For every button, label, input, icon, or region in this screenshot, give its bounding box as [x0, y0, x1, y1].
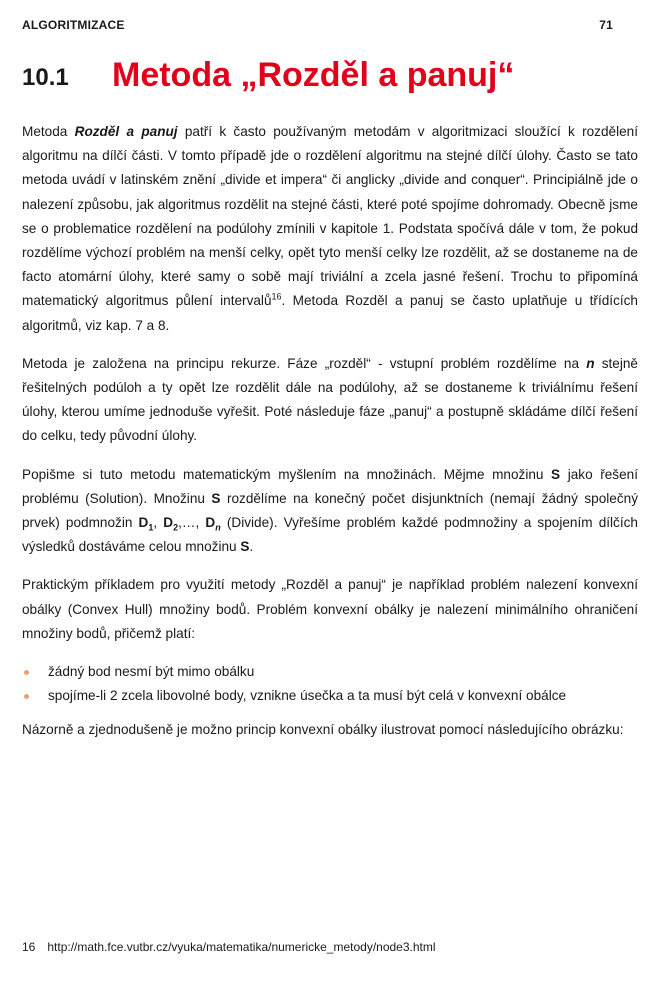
list-item [22, 684, 638, 708]
bullet-icon [24, 694, 29, 699]
list-item-text: žádný bod nesmí být mimo obálku [48, 664, 255, 680]
paragraph-text: jako řešení problému (Solution). Množinu [22, 466, 638, 506]
variable-n: n [586, 355, 595, 371]
paragraph-text: . [249, 539, 254, 555]
paragraph-text: (Divide). Vyřešíme problém každé podmnožiny a spojením dílčích výsledků dostáváme celou množinu [22, 515, 638, 555]
footnote-reference[interactable]: 16 [271, 291, 282, 302]
section-name: ALGORITMIZACE [22, 18, 125, 32]
footnote [22, 940, 436, 954]
bullet-icon [24, 670, 29, 675]
paragraph-4: Praktickým příkladem pro využití metody „Rozděl a panuj“ je například problém nalezení konvexní obálky (Convex Hull) množiny bodů. Problém konvexní obálky je nalezení minimálního ohraničení množiny bodů, přičemž platí: [22, 577, 638, 641]
subset-dn: D [205, 515, 216, 531]
paragraph-1 [22, 120, 638, 338]
page-number: 71 [599, 18, 613, 32]
bullet-list [22, 660, 638, 708]
paragraph-text: patří k často používaným metodám v algoritmizaci sloužící k rozdělení algoritmu na dílčí části. V tomto případě jde o rozdělení algoritmu na stejné dílčí úlohy. Často se tato metoda uvádí v latinském znění „divide et impera“ či anglicky „divide and conquer“. Principiálně jde o nalezení způsobu, jak algoritmus rozdělit na stejné části, které poté spojíme dohromady. Obecně jsme se o problematice rozdělení na podúlohy zmínili v kapitole 1. Podstata spočívá dále v tom, že pokud rozdělíme výchozí problém na menší celky, opět tyto menší celky lze rozdělit, až se dostaneme na de facto atomární úlohy, které samy o sobě mají triviální a zcela jasné řešení. Trochu to připomíná matematický algoritmus půlení intervalů [22, 124, 639, 309]
subset-d2: D [163, 515, 174, 531]
body-text [22, 120, 638, 757]
footnote-link[interactable]: http://math.fce.vutbr.cz/vyuka/matematika/numericke_metody/node3.html [47, 940, 436, 954]
set-s: S [551, 466, 561, 482]
subscript: n [215, 522, 221, 533]
separator: ,…, [178, 515, 206, 531]
paragraph-text: stejně řešitelných podúloh a ty opět lze rozdělit dále na podúlohy, až se dostaneme k triviálnímu řešení úlohy, kterou umíme jednoduše vyřešit. Poté následuje fáze „panuj“ a postupně skládáme dílčí řešení do celku, tedy původní úlohy. [22, 355, 638, 444]
subscript: 2 [173, 522, 179, 533]
set-s: S [211, 490, 221, 506]
footnote-number: 16 [22, 940, 36, 954]
paragraph-3 [22, 463, 638, 560]
method-term: Rozděl a panuj [74, 124, 178, 139]
paragraph-text: Metoda je založena na principu rekurze. Fáze „rozděl“ - vstupní problém rozdělíme na [22, 355, 587, 371]
paragraph-5: Názorně a zjednodušeně je možno princip konvexní obálky ilustrovat pomocí následujícího obrázku: [22, 722, 624, 738]
paragraph-text: . Metoda Rozděl a panuj se často uplatňuje u třídících algoritmů, viz kap. 7 a 8. [22, 293, 638, 333]
subset-d1: D [138, 515, 149, 531]
set-s: S [240, 539, 250, 555]
chapter-number: 10.1 [22, 64, 69, 91]
chapter-title: Metoda „Rozděl a panuj“ [112, 56, 515, 94]
running-header [22, 18, 613, 34]
chapter-heading [22, 56, 632, 100]
list-item [22, 660, 638, 684]
paragraph-text: Metoda [22, 124, 75, 139]
paragraph-text: rozdělíme na konečný počet disjunktních (nemají žádný společný prvek) podmnožin [22, 490, 638, 531]
separator: , [153, 515, 164, 531]
paragraph-text: Popišme si tuto metodu matematickým myšlením na množinách. Mějme množinu [22, 466, 552, 482]
paragraph-2 [22, 352, 638, 449]
subscript: 1 [148, 522, 154, 533]
list-item-text: spojíme-li 2 zcela libovolné body, vznikne úsečka a ta musí být celá v konvexní obálce [48, 688, 567, 704]
